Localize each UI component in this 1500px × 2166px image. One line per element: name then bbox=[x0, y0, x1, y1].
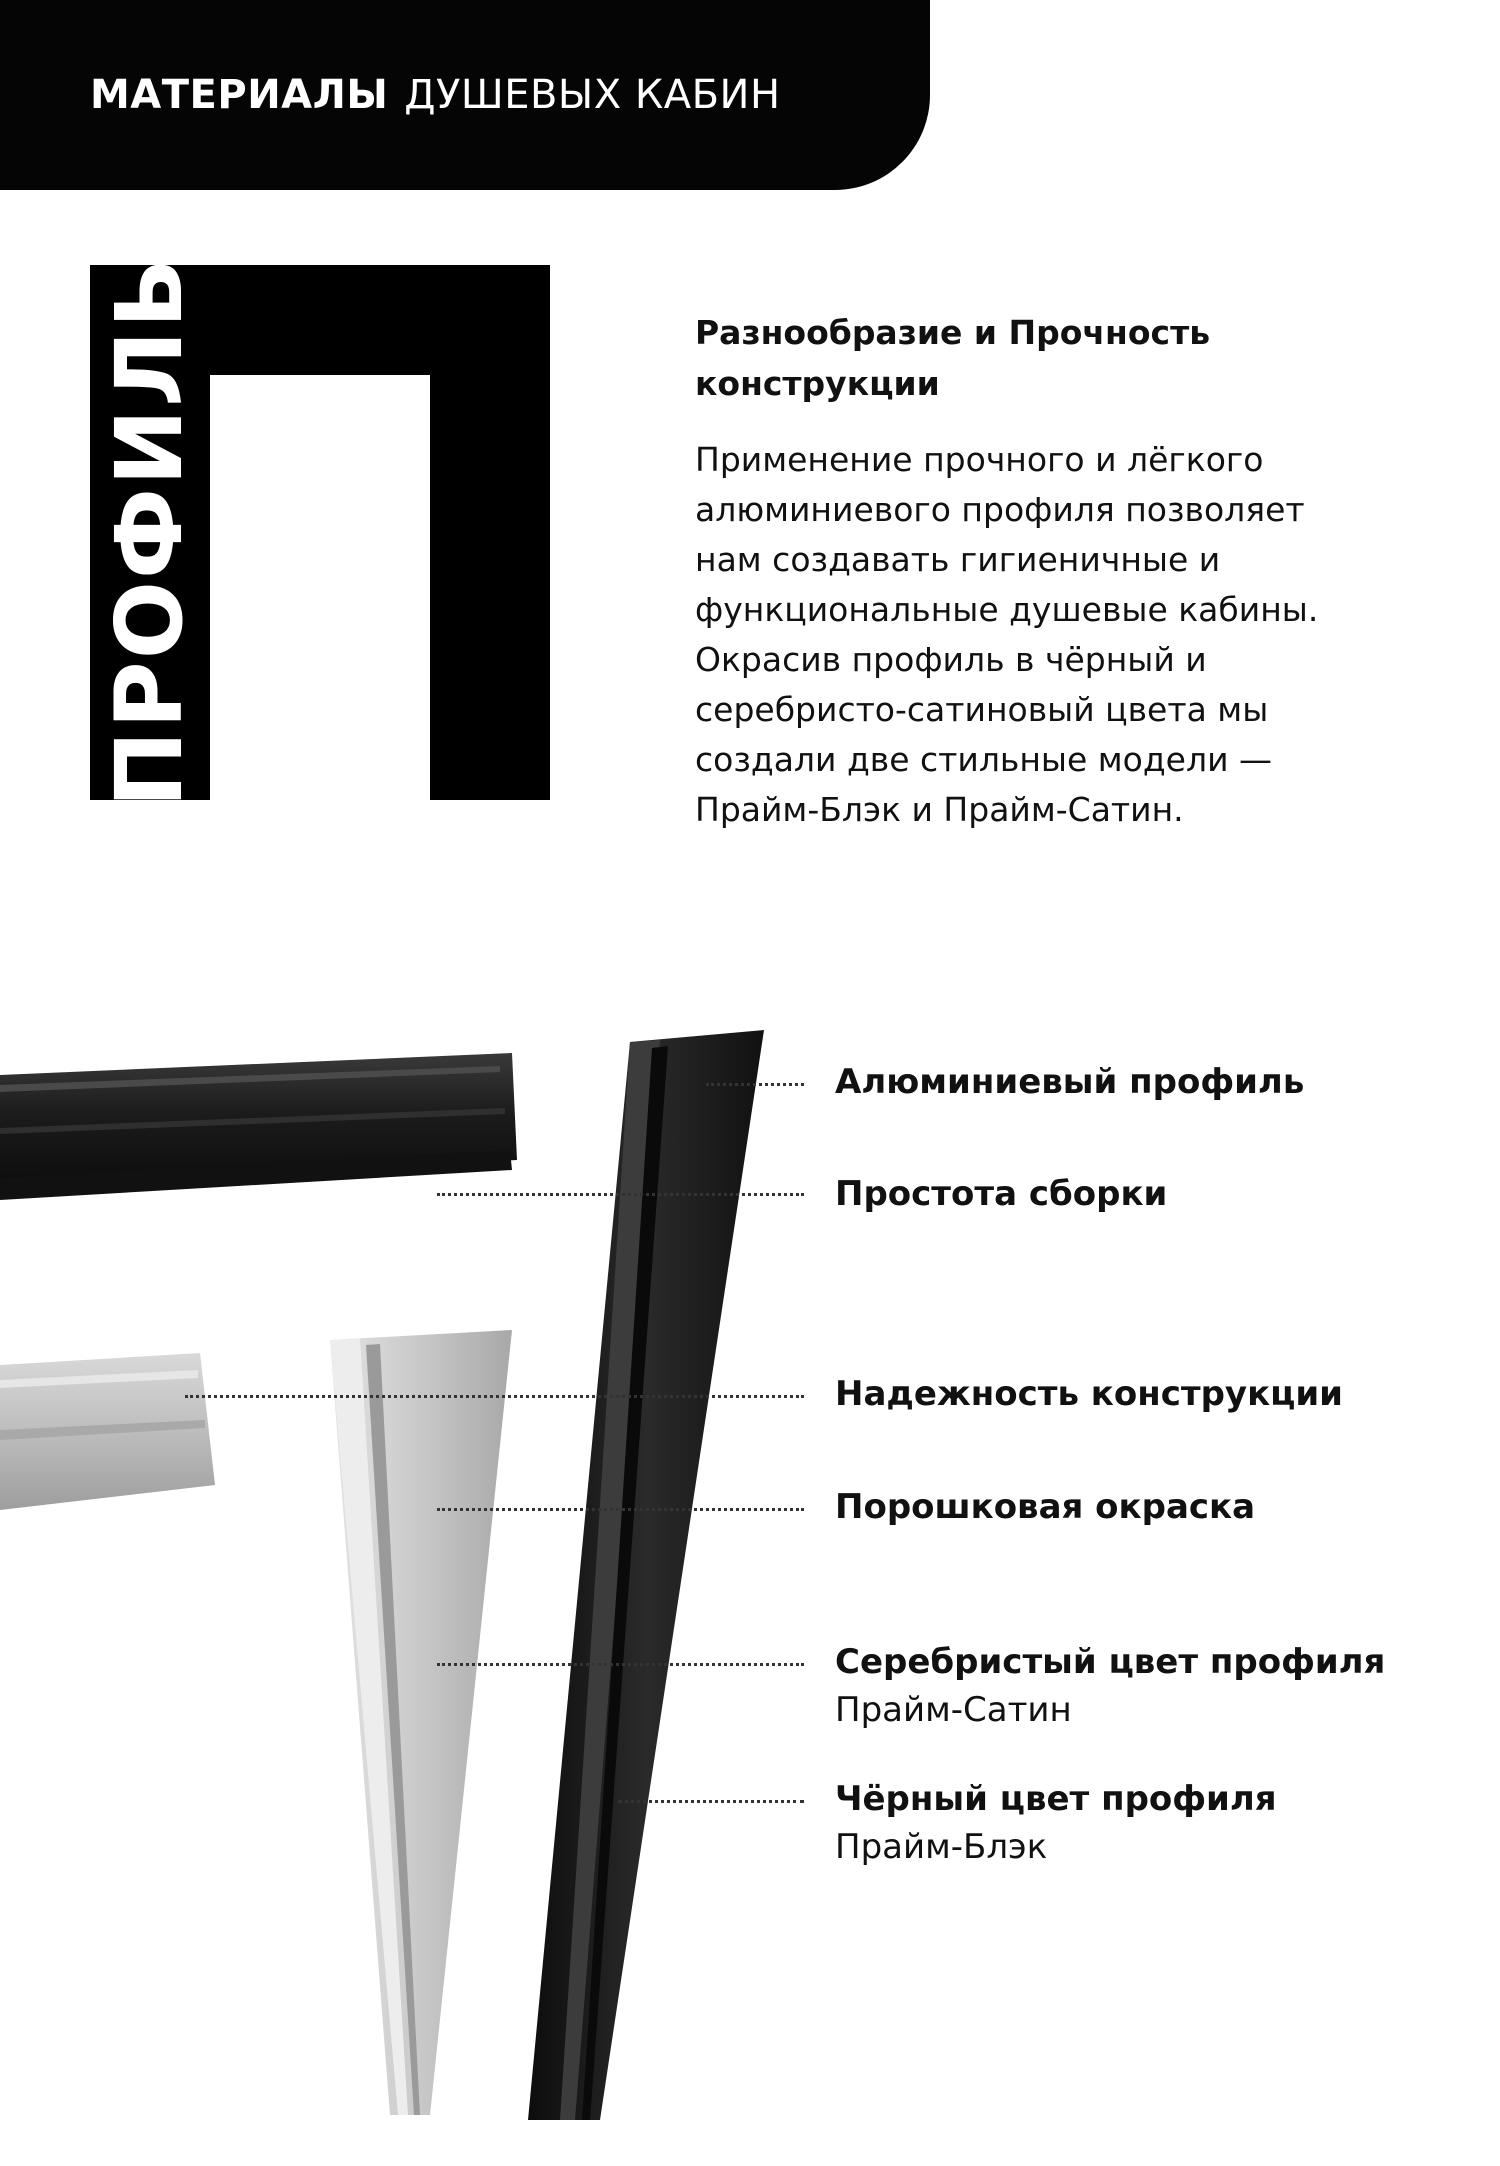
callout-black-color bbox=[835, 1775, 1277, 1871]
callout-title: Простота сборки bbox=[835, 1174, 1168, 1214]
callout-title: Серебристый цвет профиля bbox=[835, 1642, 1386, 1682]
callout-title: Порошковая окраска bbox=[835, 1487, 1256, 1527]
leader-line bbox=[437, 1193, 804, 1196]
intro-line: Прайм-Блэк и Прайм-Сатин. bbox=[695, 790, 1184, 829]
callout-title: Чёрный цвет профиля bbox=[835, 1779, 1277, 1819]
leader-line bbox=[618, 1800, 804, 1803]
callout-title: Алюминиевый профиль bbox=[835, 1062, 1305, 1102]
leader-line bbox=[706, 1083, 804, 1086]
header-title-light: ДУШЕВЫХ КАБИН bbox=[404, 72, 781, 118]
leader-line bbox=[185, 1395, 804, 1398]
intro-heading bbox=[695, 307, 1415, 409]
silver-horizontal-profile bbox=[0, 1353, 215, 1510]
callout-title: Надежность конструкции bbox=[835, 1374, 1344, 1414]
callout-reliability bbox=[835, 1370, 1343, 1418]
intro-line: создали две стильные модели — bbox=[695, 740, 1273, 779]
leader-line bbox=[437, 1663, 804, 1666]
leader-line bbox=[437, 1508, 804, 1511]
p-letter-right-bar bbox=[430, 265, 550, 800]
header-banner bbox=[0, 0, 930, 190]
section-vertical-title: ПРОФИЛЬ bbox=[96, 256, 203, 808]
callout-aluminium-profile bbox=[835, 1058, 1304, 1106]
intro-heading-line-2: конструкции bbox=[695, 364, 940, 403]
black-horizontal-profile bbox=[0, 1053, 517, 1200]
callout-subtitle: Прайм-Блэк bbox=[835, 1827, 1048, 1867]
header-title-bold: МАТЕРИАЛЫ bbox=[90, 72, 389, 118]
intro-paragraph bbox=[695, 435, 1415, 835]
intro-line: серебристо-сатиновый цвета мы bbox=[695, 690, 1269, 729]
header-title bbox=[90, 72, 781, 118]
callout-easy-assembly bbox=[835, 1170, 1167, 1218]
callout-powder-coating bbox=[835, 1483, 1255, 1531]
intro-line: функциональные душевые кабины. bbox=[695, 590, 1319, 629]
profile-illustration bbox=[0, 1000, 800, 2166]
intro-line: алюминиевого профиля позволяет bbox=[695, 490, 1305, 529]
silver-vertical-profile bbox=[330, 1330, 512, 2115]
intro-line: нам создавать гигиеничные и bbox=[695, 540, 1221, 579]
callout-silver-color bbox=[835, 1638, 1385, 1734]
intro-line: Окрасив профиль в чёрный и bbox=[695, 640, 1207, 679]
intro-line: Применение прочного и лёгкого bbox=[695, 440, 1264, 479]
callout-subtitle: Прайм-Сатин bbox=[835, 1690, 1072, 1730]
intro-heading-line-1: Разнообразие и Прочность bbox=[695, 313, 1211, 352]
